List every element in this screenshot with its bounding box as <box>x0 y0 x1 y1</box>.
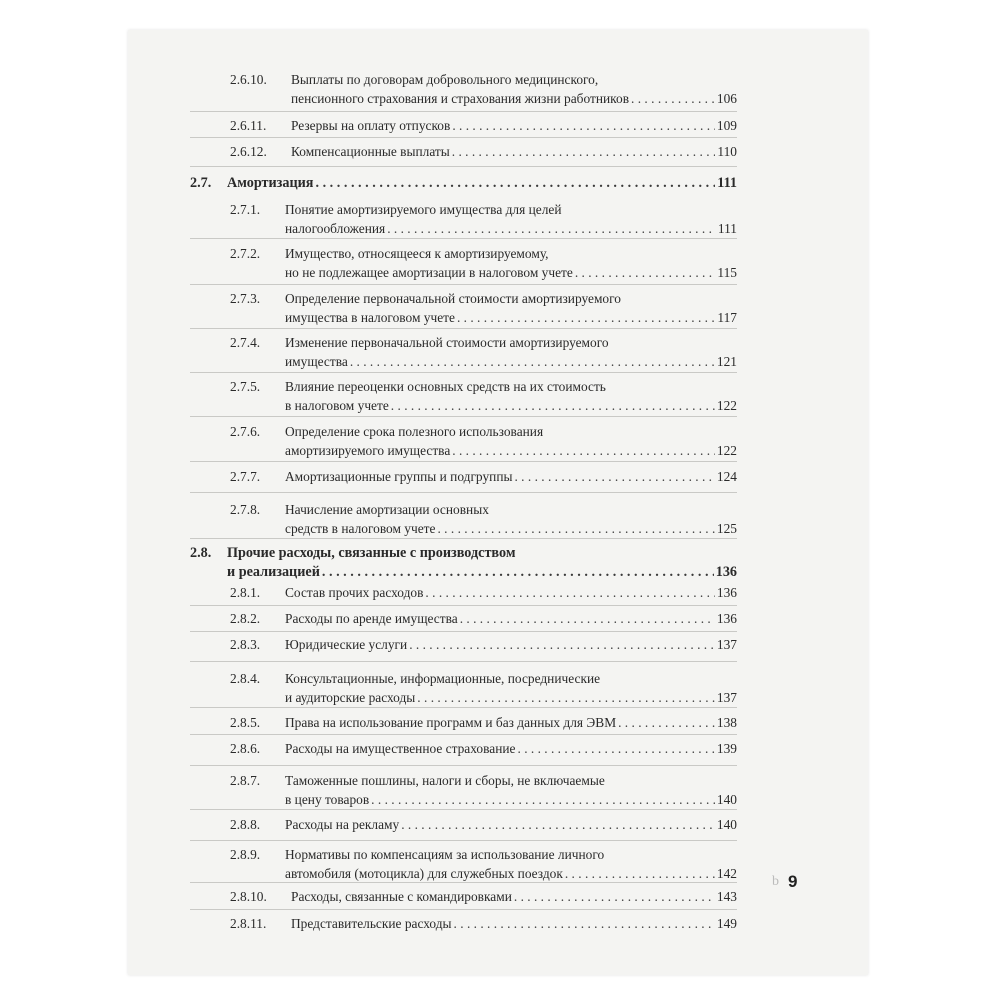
entry-title: Выплаты по договорам добровольного медицинского, <box>291 72 599 87</box>
toc-entry <box>230 669 737 707</box>
divider <box>190 372 737 373</box>
entry-number: 2.7.4. <box>230 335 261 350</box>
entry-number: 2.7.7. <box>230 469 261 484</box>
entry-number: 2.8.11. <box>230 916 267 931</box>
divider <box>190 707 737 708</box>
entry-page-number: 124 <box>716 469 737 484</box>
divider <box>190 631 737 632</box>
entry-title: в цену товаров <box>285 792 370 807</box>
dot-leader <box>575 263 716 282</box>
entry-title: Влияние переоценки основных средств на их стоимость <box>285 379 606 394</box>
dot-leader <box>417 688 715 707</box>
entry-title: Таможенные пошлины, налоги и сборы, не включаемые <box>285 773 605 788</box>
entry-title: Права на использование программ и баз данных для ЭВМ <box>285 715 617 730</box>
toc-entry <box>230 422 737 460</box>
entry-number: 2.6.10. <box>230 72 267 87</box>
divider <box>190 765 737 766</box>
toc-entry <box>190 174 737 193</box>
entry-page-number: 137 <box>716 637 737 652</box>
entry-title: налогообложения <box>285 221 386 236</box>
dot-leader <box>452 441 715 460</box>
dot-leader <box>401 815 715 834</box>
dot-leader <box>315 174 715 193</box>
divider <box>190 909 737 910</box>
entry-page-number: 142 <box>716 866 737 881</box>
dot-leader <box>452 142 716 161</box>
toc-entry <box>230 70 737 108</box>
entry-title: Расходы на имущественное страхование <box>285 741 516 756</box>
entry-page-number: 143 <box>716 889 737 904</box>
entry-number: 2.8.8. <box>230 817 261 832</box>
entry-number: 2.8.5. <box>230 715 261 730</box>
entry-page-number: 125 <box>716 521 737 536</box>
dot-leader <box>391 396 715 415</box>
entry-page-number: 109 <box>716 118 737 133</box>
entry-title: Имущество, относящееся к амортизируемому, <box>285 246 549 261</box>
toc-entry <box>230 771 737 809</box>
entry-page-number: 111 <box>717 175 737 191</box>
divider <box>190 328 737 329</box>
entry-title: Изменение первоначальной стоимости амортизируемого <box>285 335 609 350</box>
entry-title: имущества в налоговом учете <box>285 310 455 325</box>
entry-title: Представительские расходы <box>291 916 452 931</box>
dot-leader <box>514 467 714 486</box>
toc-entry <box>230 887 737 906</box>
toc-entry <box>190 544 737 582</box>
entry-number: 2.8.2. <box>230 611 261 626</box>
entry-title: но не подлежащее амортизации в налоговом учете <box>285 265 573 280</box>
entry-title: Состав прочих расходов <box>285 585 424 600</box>
dot-leader <box>454 914 715 933</box>
entry-page-number: 136 <box>716 585 737 600</box>
entry-number: 2.8.7. <box>230 773 261 788</box>
toc-entry <box>230 815 737 834</box>
toc-entry <box>230 467 737 486</box>
toc-entry <box>230 116 737 135</box>
entry-number: 2.7.1. <box>230 202 261 217</box>
entry-page-number: 140 <box>716 792 737 807</box>
toc-entry <box>230 244 737 282</box>
dot-leader <box>631 89 715 108</box>
divider <box>190 882 737 883</box>
dot-leader <box>425 583 714 602</box>
toc-entry <box>230 713 737 732</box>
divider <box>190 661 737 662</box>
divider <box>190 166 737 167</box>
toc-entry <box>230 914 737 933</box>
dot-leader <box>452 116 715 135</box>
entry-number: 2.7. <box>190 175 212 191</box>
dot-leader <box>457 308 715 327</box>
entry-page-number: 121 <box>716 354 737 369</box>
page-edge-mark: b <box>772 874 779 889</box>
entry-page-number: 136 <box>716 611 737 626</box>
entry-number: 2.8. <box>190 545 212 561</box>
entry-title: Определение срока полезного использования <box>285 424 544 439</box>
dot-leader <box>514 887 715 906</box>
divider <box>190 734 737 735</box>
entry-title: пенсионного страхования и страхования жизни работников <box>291 91 630 106</box>
divider <box>190 461 737 462</box>
entry-title: Консультационные, информационные, посреднические <box>285 671 601 686</box>
entry-title: Амортизация <box>227 175 314 191</box>
entry-number: 2.7.5. <box>230 379 261 394</box>
toc-entry <box>230 142 737 161</box>
entry-number: 2.8.3. <box>230 637 261 652</box>
dot-leader <box>371 790 715 809</box>
entry-number: 2.7.6. <box>230 424 261 439</box>
entry-page-number: 111 <box>717 221 737 236</box>
entry-page-number: 115 <box>717 265 737 280</box>
entry-number: 2.8.9. <box>230 847 261 862</box>
dot-leader <box>409 635 715 654</box>
entry-page-number: 122 <box>716 398 737 413</box>
entry-title: Начисление амортизации основных <box>285 502 489 517</box>
entry-title: амортизируемого имущества <box>285 443 451 458</box>
divider <box>190 492 737 493</box>
entry-title: Компенсационные выплаты <box>291 144 450 159</box>
entry-title: Прочие расходы, связанные с производством <box>227 545 516 561</box>
divider <box>190 284 737 285</box>
entry-title: в налоговом учете <box>285 398 389 413</box>
divider <box>190 416 737 417</box>
entry-title: Понятие амортизируемого имущества для целей <box>285 202 562 217</box>
entry-page-number: 140 <box>716 817 737 832</box>
toc-entry <box>230 739 737 758</box>
toc-entry <box>230 377 737 415</box>
dot-leader <box>518 739 715 758</box>
entry-page-number: 137 <box>716 690 737 705</box>
divider <box>190 111 737 112</box>
toc-entry <box>230 635 737 654</box>
entry-title: Определение первоначальной стоимости амортизируемого <box>285 291 621 306</box>
entry-title: Расходы на рекламу <box>285 817 400 832</box>
entry-page-number: 106 <box>716 91 737 106</box>
entry-title: Амортизационные группы и подгруппы <box>285 469 513 484</box>
entry-page-number: 138 <box>716 715 737 730</box>
divider <box>190 137 737 138</box>
entry-title: Юридические услуги <box>285 637 408 652</box>
toc-entry <box>230 333 737 371</box>
entry-title: и аудиторские расходы <box>285 690 416 705</box>
divider <box>190 809 737 810</box>
entry-title: Расходы, связанные с командировками <box>291 889 512 904</box>
divider <box>190 238 737 239</box>
entry-number: 2.7.3. <box>230 291 261 306</box>
toc-entry <box>230 609 737 628</box>
entry-title: средств в налоговом учете <box>285 521 436 536</box>
dot-leader <box>437 519 714 538</box>
entry-number: 2.6.12. <box>230 144 267 159</box>
divider <box>190 538 737 539</box>
dot-leader <box>350 352 715 371</box>
dot-leader <box>322 563 714 582</box>
dot-leader <box>618 713 715 732</box>
toc-entry <box>230 845 737 883</box>
book-page <box>128 30 868 975</box>
page-number: 9 <box>788 872 798 891</box>
entry-number: 2.8.4. <box>230 671 261 686</box>
entry-title: Нормативы по компенсациям за использование личного <box>285 847 605 862</box>
entry-page-number: 139 <box>716 741 737 756</box>
entry-title: Расходы по аренде имущества <box>285 611 458 626</box>
entry-number: 2.7.2. <box>230 246 261 261</box>
entry-number: 2.7.8. <box>230 502 261 517</box>
entry-page-number: 110 <box>717 144 737 159</box>
divider <box>190 605 737 606</box>
entry-page-number: 149 <box>716 916 737 931</box>
toc-entry <box>230 583 737 602</box>
entry-page-number: 117 <box>717 310 737 325</box>
divider <box>190 840 737 841</box>
entry-number: 2.8.10. <box>230 889 267 904</box>
toc-entry <box>230 200 737 238</box>
entry-number: 2.6.11. <box>230 118 267 133</box>
entry-title: Резервы на оплату отпусков <box>291 118 451 133</box>
entry-title: имущества <box>285 354 348 369</box>
entry-number: 2.8.1. <box>230 585 261 600</box>
entry-page-number: 136 <box>715 564 737 580</box>
entry-page-number: 122 <box>716 443 737 458</box>
entry-title: и реализацией <box>227 564 320 580</box>
toc-entry <box>230 500 737 538</box>
dot-leader <box>387 219 716 238</box>
entry-title: автомобиля (мотоцикла) для служебных поездок <box>285 866 563 881</box>
dot-leader <box>565 864 715 883</box>
dot-leader <box>460 609 715 628</box>
toc-entry <box>230 289 737 327</box>
entry-number: 2.8.6. <box>230 741 261 756</box>
